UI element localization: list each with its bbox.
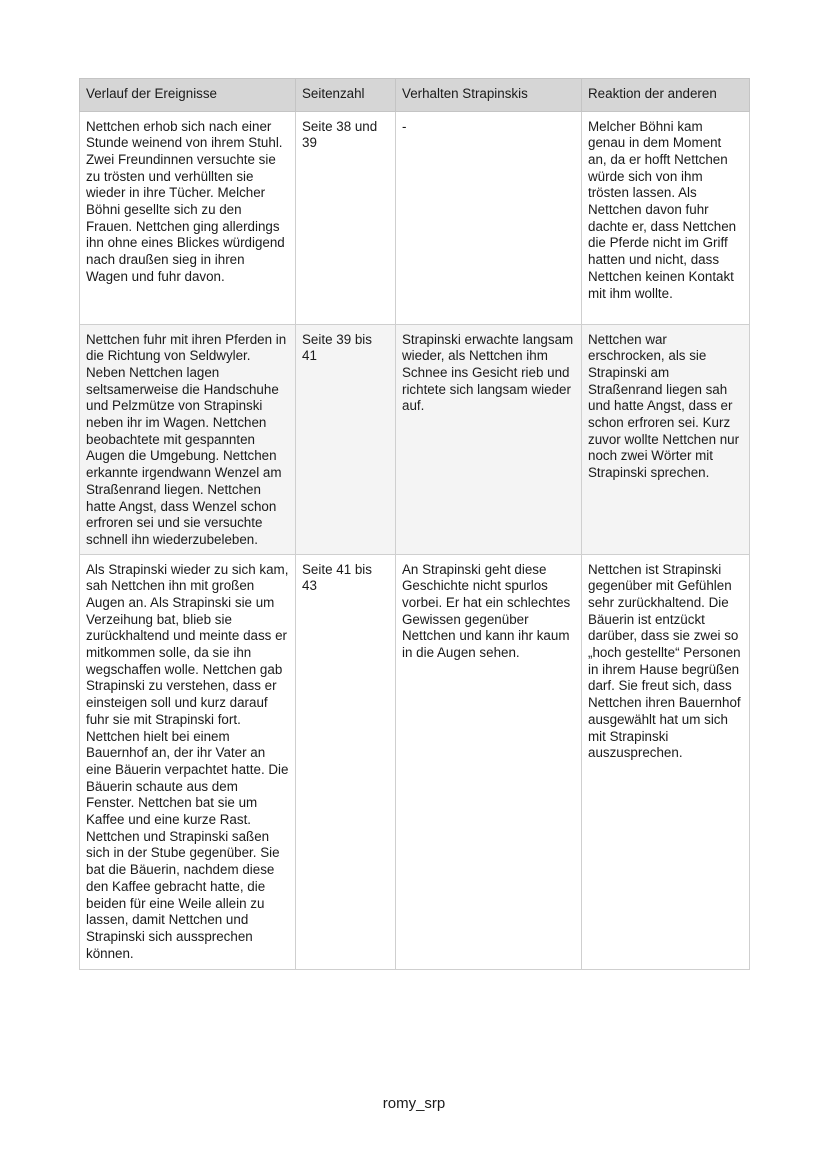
cell-events: Nettchen erhob sich nach einer Stunde weinend von ihrem Stuhl. Zwei Freundinnen versuchte sie zu trösten und verhüllten sie wieder in ihre Tücher. Melcher Böhni gesellte sich zu den Frauen. Nettchen ging allerdings ihn ohne eines Blickes würdigend nach draußen sieg in ihren Wagen und fuhr davon. bbox=[80, 111, 296, 324]
cell-events: Als Strapinski wieder zu sich kam, sah Nettchen ihn mit großen Augen an. Als Strapinski sie um Verzeihung bat, blieb sie zurückhaltend und meinte dass er mitkommen solle, da sie ihn wegschaffen wolle. Nettchen gab Strapinski zu verstehen, dass er einsteigen soll und kurz darauf fuhr sie mit Strapinski fort. Nettchen hielt bei einem Bauernhof an, der ihr Vater an eine Bäuerin verpachtet hatte. Die Bäuerin schaute aus dem Fenster. Nettchen bat sie um Kaffee und eine kurze Rast. Nettchen und Strapinski saßen sich in der Stube gegenüber. Sie bat die Bäuerin, nachdem diese den Kaffee gebracht hatte, die beiden für eine Weile allein zu lassen, damit Nettchen und Strapinski sich aussprechen können. bbox=[80, 554, 296, 969]
table-row bbox=[80, 111, 750, 324]
cell-reaction: Melcher Böhni kam genau in dem Moment an, da er hofft Nettchen würde sich von ihm trösten lassen. Als Nettchen davon fuhr dachte er, dass Nettchen die Pferde nicht im Griff hatten und nicht, dass Nettchen keinen Kontakt mit ihm wollte. bbox=[582, 111, 750, 324]
footer-author: romy_srp bbox=[382, 1095, 446, 1112]
cell-pages: Seite 41 bis 43 bbox=[296, 554, 396, 969]
events-table-container bbox=[79, 78, 749, 970]
table-header-row bbox=[80, 79, 750, 112]
cell-reaction: Nettchen ist Strapinski gegenüber mit Gefühlen sehr zurückhaltend. Die Bäuerin ist entzückt darüber, dass sie zwei so „hoch gestellte“ Personen in ihrem Hause begrüßen darf. Sie freut sich, dass Nettchen ihren Bauernhof ausgewählt hat um sich mit Strapinski auszusprechen. bbox=[582, 554, 750, 969]
cell-pages: Seite 38 und 39 bbox=[296, 111, 396, 324]
cell-reaction: Nettchen war erschrocken, als sie Strapinski am Straßenrand liegen sah und hatte Angst, dass er schon erfroren sei. Kurz zuvor wollte Nettchen nur noch zwei Wörter mit Strapinski sprechen. bbox=[582, 324, 750, 554]
header-events: Verlauf der Ereignisse bbox=[80, 79, 296, 112]
cell-events: Nettchen fuhr mit ihren Pferden in die Richtung von Seldwyler. Neben Nettchen lagen seltsamerweise die Handschuhe und Pelzmütze von Strapinski neben ihr im Wagen. Nettchen beobachtete mit gespannten Augen die Umgebung. Nettchen erkannte irgendwann Wenzel am Straßenrand liegen. Nettchen hatte Angst, dass Wenzel schon erfroren sei und sie versuchte schnell ihn wiederzubeleben. bbox=[80, 324, 296, 554]
table-row bbox=[80, 324, 750, 554]
header-reaction: Reaktion der anderen bbox=[582, 79, 750, 112]
cell-pages: Seite 39 bis 41 bbox=[296, 324, 396, 554]
header-behavior: Verhalten Strapinskis bbox=[396, 79, 582, 112]
events-table bbox=[79, 78, 750, 970]
cell-behavior: Strapinski erwachte langsam wieder, als Nettchen ihm Schnee ins Gesicht rieb und richtete sich langsam wieder auf. bbox=[396, 324, 582, 554]
cell-behavior: An Strapinski geht diese Geschichte nicht spurlos vorbei. Er hat ein schlechtes Gewissen gegenüber Nettchen und kann ihr kaum in die Augen sehen. bbox=[396, 554, 582, 969]
cell-behavior: - bbox=[396, 111, 582, 324]
table-row bbox=[80, 554, 750, 969]
header-pages: Seitenzahl bbox=[296, 79, 396, 112]
